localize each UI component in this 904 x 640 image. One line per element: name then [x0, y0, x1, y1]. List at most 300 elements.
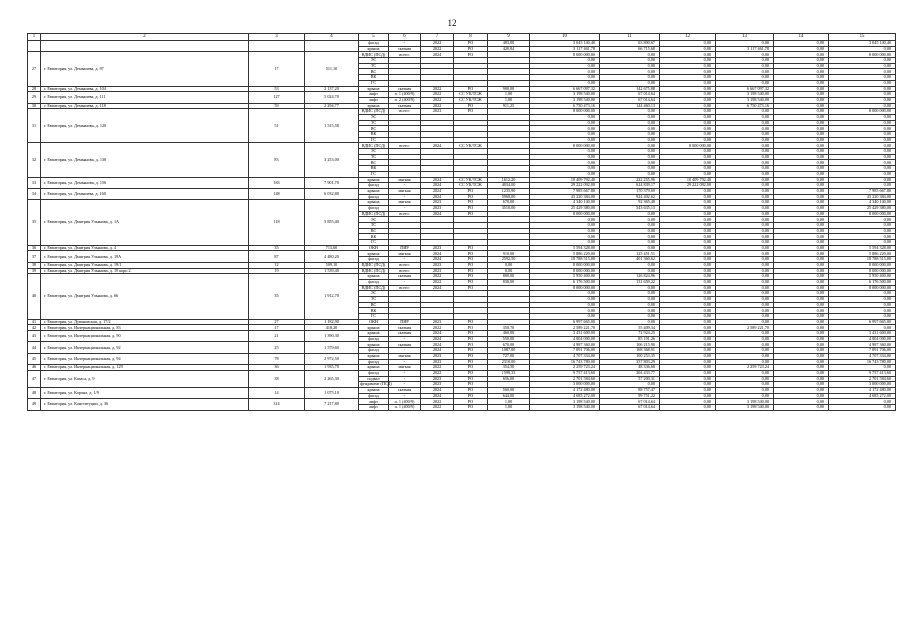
year-cell: 2022 — [421, 325, 454, 331]
cost-total-cell: 3 198 540,00 — [530, 405, 600, 411]
cost-per-unit-cell: 0,00 — [600, 217, 660, 223]
fund-operator-cell: 18 788 515,00 — [829, 257, 896, 263]
fund-operator-cell: 0,00 — [829, 114, 896, 120]
fund-region-cell: 0,00 — [716, 331, 774, 337]
fund-region-cell: 0,00 — [716, 291, 774, 297]
element-cell: фасад — [359, 41, 389, 47]
cost-total-cell: 43 220 384,00 — [530, 194, 600, 200]
apartments-count: 38 — [249, 370, 305, 387]
fund-municipal-cell: 0,00 — [774, 223, 829, 229]
cost-per-unit-cell: 357 803,29 — [600, 359, 660, 365]
row-number: 32 — [28, 143, 41, 177]
year-cell: 2024 — [421, 183, 454, 189]
volume-cell: 0,00 — [488, 262, 530, 268]
element-cell: ВК — [359, 75, 389, 81]
cost-per-unit-cell: 85 191,26 — [600, 336, 660, 342]
fund-owner-cell: 0,00 — [660, 200, 716, 206]
cost-total-cell: 3 431 600,00 — [530, 331, 600, 337]
house-area: 2 294,77 — [305, 103, 359, 109]
volume-cell: 0,00 — [488, 268, 530, 274]
apartments-count: 27 — [249, 319, 305, 325]
fund-region-cell: 0,00 — [716, 171, 774, 177]
fund-owner-cell: 0,00 — [660, 336, 716, 342]
cost-total-cell: 5 886 220,00 — [530, 251, 600, 257]
row-number: 34 — [28, 188, 41, 199]
column-number-12: 12 — [660, 34, 716, 41]
volume-cell: 800,00 — [488, 274, 530, 280]
element-cell: лифт — [359, 399, 389, 405]
volume-cell: 354,50 — [488, 365, 530, 371]
type-cell: скатная — [389, 274, 421, 280]
row-number: 30 — [28, 103, 41, 109]
house-area: 7 217,80 — [305, 399, 359, 410]
cost-total-cell: 0,00 — [530, 166, 600, 172]
fund-region-cell: 0,00 — [716, 58, 774, 64]
fund-operator-cell: 0,00 — [829, 308, 896, 314]
volume-cell: 560,00 — [488, 387, 530, 393]
cost-total-cell: 4 707 334,00 — [530, 353, 600, 359]
fund-owner-cell: 0,00 — [660, 257, 716, 263]
fund-region-cell: 0,00 — [716, 52, 774, 58]
fund-owner-cell: 0,00 — [660, 154, 716, 160]
house-address: г. Евпатория, ул. Дмитрия Ульянова, д. 19А — [41, 251, 249, 262]
element-cell: ВС — [359, 126, 389, 132]
column-number-9: 9 — [488, 34, 530, 41]
fund-region-cell: 0,00 — [716, 194, 774, 200]
fund-region-cell: 0,00 — [716, 41, 774, 47]
fund-municipal-cell: 0,00 — [774, 120, 829, 126]
fund-owner-cell: 0,00 — [660, 245, 716, 251]
fund-owner-cell: 0,00 — [660, 166, 716, 172]
fund-municipal-cell: 0,00 — [774, 205, 829, 211]
fund-operator-cell: 4 172 480,00 — [829, 387, 896, 393]
fund-municipal-cell: 0,00 — [774, 92, 829, 98]
volume-cell: 1,00 — [488, 399, 530, 405]
cost-total-cell: 3 000 000,00 — [530, 382, 600, 388]
fund-owner-cell: 0,00 — [660, 240, 716, 246]
fund-municipal-cell: 0,00 — [774, 251, 829, 257]
funding-source-cell: РО — [454, 103, 488, 109]
funding-source-cell: РО — [454, 285, 488, 291]
fund-region-cell: 0,00 — [716, 296, 774, 302]
fund-owner-cell: 0,00 — [660, 342, 716, 348]
element-cell: фасад — [359, 257, 389, 263]
fund-municipal-cell: 0,00 — [774, 302, 829, 308]
type-cell: п. 1 (400/9) — [389, 92, 421, 98]
fund-owner-cell: 0,00 — [660, 348, 716, 354]
element-cell: фасад — [359, 393, 389, 399]
fund-owner-cell: 0,00 — [660, 365, 716, 371]
fund-owner-cell: 0,00 — [660, 319, 716, 325]
house-area: 5 855,40 — [305, 200, 359, 246]
fund-operator-cell: 4 987 360,00 — [829, 342, 896, 348]
house-address: г. Евпатория, ул. Интернациональная, д. 129 — [41, 365, 249, 371]
type-cell: п. 1 (400/9) — [389, 399, 421, 405]
column-number-2: 2 — [41, 34, 249, 41]
fund-owner-cell: 0,00 — [660, 399, 716, 405]
fund-municipal-cell: 0,00 — [774, 331, 829, 337]
element-cell: крыша — [359, 353, 389, 359]
fund-region-cell: 0,00 — [716, 274, 774, 280]
fund-municipal-cell: 0,00 — [774, 359, 829, 365]
fund-owner-cell: 0,00 — [660, 80, 716, 86]
fund-operator-cell: 0,00 — [829, 92, 896, 98]
element-cell: ГС — [359, 240, 389, 246]
fund-owner-cell: 0,00 — [660, 160, 716, 166]
fund-owner-cell: 0,00 — [660, 63, 716, 69]
cost-per-unit-cell: 0,00 — [600, 240, 660, 246]
volume-cell: 670,00 — [488, 342, 530, 348]
fund-owner-cell: 0,00 — [660, 137, 716, 143]
cost-total-cell: 0,00 — [530, 217, 600, 223]
house-address: г. Евпатория, ул. Дмитрия Ульянова, д. 19/1 — [41, 262, 249, 268]
fund-owner-cell: 0,00 — [660, 188, 716, 194]
year-cell: 2023 — [421, 268, 454, 274]
cost-total-cell: 0,00 — [530, 228, 600, 234]
fund-municipal-cell: 0,00 — [774, 217, 829, 223]
year-cell: 2023 — [421, 245, 454, 251]
funding-source-cell: РО — [454, 376, 488, 382]
fund-operator-cell: 0,00 — [829, 171, 896, 177]
element-cell: лифт — [359, 97, 389, 103]
fund-region-cell: 3 198 540,00 — [716, 405, 774, 411]
volume-cell: 1235,90 — [488, 188, 530, 194]
fund-operator-cell: 8 000 000,00 — [829, 262, 896, 268]
element-cell: ВС — [359, 228, 389, 234]
type-cell: всего: — [389, 52, 421, 58]
year-cell: 2022 — [421, 405, 454, 411]
element-cell: ГС — [359, 80, 389, 86]
cost-total-cell: 3 198 540,00 — [530, 92, 600, 98]
fund-municipal-cell: 0,00 — [774, 132, 829, 138]
fund-region-cell: 0,00 — [716, 154, 774, 160]
year-cell: 2024 — [421, 251, 454, 257]
house-address: г. Евпатория, ул. Корона, д. 1/9 — [41, 387, 249, 398]
cost-total-cell: 0,00 — [530, 302, 600, 308]
cost-total-cell: 3 198 540,00 — [530, 399, 600, 405]
column-number-14: 14 — [774, 34, 829, 41]
element-cell: крыша — [359, 86, 389, 92]
cost-per-unit-cell: 0,00 — [600, 262, 660, 268]
apartments-count: 78 — [249, 353, 305, 364]
element-cell: фундамент (ПСД) — [360, 381, 392, 387]
house-address: г. Евпатория, ул. Демьяновa, д. 130 — [41, 143, 249, 177]
fund-owner-cell: 0,00 — [660, 382, 716, 388]
fund-region-cell: 0,00 — [716, 234, 774, 240]
fund-region-cell: 3 117 461,78 — [716, 46, 774, 52]
fund-operator-cell: 0,00 — [829, 69, 896, 75]
fund-owner-cell: 10 409 792,40 — [660, 177, 716, 183]
fund-owner-cell: 0,00 — [660, 52, 716, 58]
column-number-4: 4 — [305, 34, 359, 41]
fund-region-cell: 0,00 — [716, 228, 774, 234]
house-address: г. Евпатория, ул. Дмитрия Ульянова, д. 66 — [41, 274, 249, 320]
type-cell: мягкая — [389, 188, 421, 194]
cost-total-cell: 0,00 — [530, 308, 600, 314]
fund-operator-cell: 5 950 400,00 — [829, 274, 896, 280]
cost-total-cell: 8 000 000,00 — [530, 262, 600, 268]
cost-per-unit-cell: 144 460,13 — [600, 103, 660, 109]
fund-municipal-cell: 0,00 — [774, 376, 829, 382]
element-cell: ОКН — [359, 245, 389, 251]
fund-owner-cell: 0,00 — [660, 285, 716, 291]
element-cell: ВДИС (ПСД) — [359, 268, 389, 274]
element-cell: ТС — [359, 120, 389, 126]
fund-operator-cell: 0,00 — [829, 137, 896, 143]
fund-region-cell: 0,00 — [716, 387, 774, 393]
year-cell: 2023 — [421, 205, 454, 211]
funding-source-cell: РО — [454, 46, 488, 52]
house-area: 1 182,90 — [305, 319, 359, 325]
column-number-13: 13 — [716, 34, 774, 41]
house-address: г. Евпатория, ул. Демышева, д. 97 — [41, 52, 249, 86]
volume-cell: 420,84 — [488, 46, 530, 52]
fund-operator-cell: 0,00 — [829, 325, 896, 331]
row-number: 39 — [28, 268, 41, 274]
fund-municipal-cell: 0,00 — [774, 314, 829, 320]
fund-municipal-cell: 0,00 — [774, 325, 829, 331]
cost-per-unit-cell: 0,00 — [600, 268, 660, 274]
cost-per-unit-cell: 624 839,17 — [600, 183, 660, 189]
cost-total-cell: 6 750 473,16 — [530, 103, 600, 109]
cost-per-unit-cell: 0,00 — [600, 308, 660, 314]
fund-owner-cell: 0,00 — [660, 228, 716, 234]
house-address: г. Евпатория, ул. Демьяновa, д. 120 — [41, 109, 249, 143]
cost-total-cell: 8 000 000,00 — [530, 268, 600, 274]
fund-municipal-cell: 0,00 — [774, 285, 829, 291]
fund-owner-cell: 0,00 — [660, 126, 716, 132]
year-cell: 2024 — [421, 177, 454, 183]
fund-operator-cell: 3 045 140,40 — [829, 41, 896, 47]
fund-region-cell: 6 667 097,32 — [716, 86, 774, 92]
type-cell: всего: — [389, 109, 421, 115]
volume-cell: 830,00 — [488, 279, 530, 285]
fund-operator-cell: 2 701 584,60 — [829, 376, 896, 382]
column-number-8: 8 — [454, 34, 488, 41]
fund-owner-cell: 0,00 — [660, 132, 716, 138]
house-address — [41, 41, 249, 52]
capital-repair-table-container — [27, 33, 895, 411]
house-area — [305, 41, 359, 52]
cost-total-cell: 0,00 — [530, 126, 600, 132]
fund-municipal-cell: 0,00 — [774, 52, 829, 58]
fund-operator-cell: 0,00 — [829, 103, 896, 109]
fund-operator-cell: 0,00 — [829, 399, 896, 405]
fund-region-cell: 0,00 — [716, 370, 774, 376]
fund-operator-cell: 0,00 — [829, 149, 896, 155]
cost-per-unit-cell: 0,00 — [600, 382, 660, 388]
element-cell: фасад — [359, 183, 389, 189]
year-cell: 2024 — [421, 342, 454, 348]
year-cell: 2024 — [421, 211, 454, 217]
element-cell: крыша — [359, 188, 389, 194]
funding-source-cell: РО — [454, 382, 488, 388]
funding-source-cell: РО — [454, 365, 488, 371]
fund-operator-cell: 7 985 667,80 — [829, 188, 896, 194]
fund-owner-cell: 0,00 — [660, 331, 716, 337]
house-area: 7 901,70 — [305, 177, 359, 188]
fund-operator-cell: 8 000 000,00 — [829, 52, 896, 58]
fund-owner-cell: 0,00 — [660, 302, 716, 308]
fund-region-cell: 0,00 — [716, 314, 774, 320]
row-number: 35 — [28, 200, 41, 246]
cost-per-unit-cell: 168 368,91 — [600, 348, 660, 354]
volume-cell: 1,00 — [488, 97, 530, 103]
cost-total-cell: 25 429 380,00 — [530, 205, 600, 211]
fund-region-cell: 0,00 — [716, 257, 774, 263]
element-cell: крыша — [359, 177, 389, 183]
fund-region-cell: 0,00 — [716, 166, 774, 172]
type-cell: всего: — [389, 211, 421, 217]
fund-municipal-cell: 0,00 — [774, 228, 829, 234]
fund-municipal-cell: 0,00 — [774, 382, 829, 388]
type-cell: - — [389, 376, 421, 382]
cost-total-cell: 7 891 706,00 — [530, 348, 600, 354]
house-area: 418,20 — [305, 325, 359, 331]
cost-per-unit-cell: 0,00 — [600, 166, 660, 172]
fund-region-cell: 0,00 — [716, 262, 774, 268]
apartments-count — [249, 41, 305, 52]
fund-operator-cell: 0,00 — [829, 234, 896, 240]
type-cell: скатная — [389, 342, 421, 348]
fund-operator-cell: 0,00 — [829, 302, 896, 308]
cost-per-unit-cell: 924 402,62 — [600, 194, 660, 200]
fund-region-cell: 0,00 — [716, 75, 774, 81]
cost-total-cell: 16 743 780,00 — [530, 359, 600, 365]
cost-total-cell: 8 000 000,00 — [530, 52, 600, 58]
row-number: 28 — [28, 86, 41, 92]
cost-per-unit-cell: 0,00 — [600, 234, 660, 240]
fund-owner-cell: 0,00 — [660, 109, 716, 115]
cost-total-cell: 9 757 413,60 — [530, 370, 600, 376]
cost-total-cell: 6 176 500,00 — [530, 279, 600, 285]
fund-operator-cell: 0,00 — [829, 80, 896, 86]
element-cell: ВДИС (ПСД) — [359, 143, 389, 149]
cost-per-unit-cell: 0,00 — [600, 80, 660, 86]
fund-owner-cell: 0,00 — [660, 370, 716, 376]
row-number: 42 — [28, 325, 41, 331]
house-area: 509,10 — [305, 262, 359, 268]
cost-per-unit-cell: 0,00 — [600, 160, 660, 166]
funding-source-cell: РО — [454, 262, 488, 268]
fund-region-cell: 0,00 — [716, 393, 774, 399]
element-cell: фасад — [359, 205, 389, 211]
cost-per-unit-cell: 0,00 — [600, 245, 660, 251]
fund-owner-cell: 0,00 — [660, 353, 716, 359]
apartments-count: 118 — [249, 200, 305, 246]
type-cell: - — [389, 205, 421, 211]
cost-per-unit-cell: 0,00 — [600, 228, 660, 234]
fund-region-cell: 2 259 723,24 — [716, 365, 774, 371]
cost-total-cell: 4 004 000,00 — [530, 336, 600, 342]
apartments-count: 51 — [249, 109, 305, 143]
fund-operator-cell: 5 886 220,00 — [829, 251, 896, 257]
house-address: г. Евпатория, ул. Дмитрия Ульянова, д. 19 корп 2 — [41, 268, 249, 274]
fund-municipal-cell: 0,00 — [774, 103, 829, 109]
fund-operator-cell: 0,00 — [829, 126, 896, 132]
apartments-count: 21 — [249, 331, 305, 342]
house-area: 4 480,20 — [305, 251, 359, 262]
fund-owner-cell: 0,00 — [660, 75, 716, 81]
row-number: 44 — [28, 342, 41, 353]
fund-municipal-cell: 0,00 — [774, 63, 829, 69]
cost-per-unit-cell: 0,00 — [600, 285, 660, 291]
element-cell: ВДИС (ПСД) — [359, 262, 389, 268]
apartments-count: 12 — [249, 262, 305, 268]
year-cell: 2022 — [421, 370, 454, 376]
fund-region-cell: 0,00 — [716, 319, 774, 325]
cost-per-unit-cell: 63 800,67 — [600, 41, 660, 47]
house-address: г. Евпатория, ул. Интернациональная, д. 90 — [41, 331, 249, 342]
fund-owner-cell: 0,00 — [660, 120, 716, 126]
year-cell: 2023 — [421, 262, 454, 268]
row-number: 33 — [28, 177, 41, 188]
column-number-6: 6 — [389, 34, 421, 41]
cost-total-cell: 0,00 — [530, 240, 600, 246]
funding-source-cell: РО — [454, 86, 488, 92]
type-cell: - — [389, 382, 421, 388]
apartments-count: 59 — [249, 103, 305, 109]
row-number: 29 — [28, 92, 41, 103]
fund-operator-cell: 6 176 500,00 — [829, 279, 896, 285]
apartments-count: 83 — [249, 143, 305, 177]
year-cell: 2024 — [421, 257, 454, 263]
fund-operator-cell: 0,00 — [829, 177, 896, 183]
element-cell: крыша — [359, 331, 389, 337]
fund-region-cell: 0,00 — [716, 149, 774, 155]
fund-region-cell: 0,00 — [716, 205, 774, 211]
funding-source-cell: РО — [454, 387, 488, 393]
fund-operator-cell: 5 594 328,00 — [829, 245, 896, 251]
row-number: 38 — [28, 262, 41, 268]
cost-total-cell: 0,00 — [530, 114, 600, 120]
volume-cell: 5968,00 — [488, 194, 530, 200]
cost-per-unit-cell: 100 253,35 — [600, 353, 660, 359]
house-address: г. Евпатория, ул. Интернациональная, д. 94 — [41, 353, 249, 364]
apartments-count: 19 — [249, 268, 305, 274]
fund-region-cell: 0,00 — [716, 126, 774, 132]
fund-operator-cell: 0,00 — [829, 75, 896, 81]
cost-per-unit-cell: 0,00 — [600, 319, 660, 325]
fund-owner-cell: 0,00 — [660, 69, 716, 75]
fund-region-cell: 0,00 — [716, 200, 774, 206]
year-cell: 2023 — [421, 200, 454, 206]
cost-per-unit-cell: 0,00 — [600, 154, 660, 160]
fund-municipal-cell: 0,00 — [774, 257, 829, 263]
year-cell: 2024 — [421, 143, 454, 149]
cost-total-cell: 18 788 515,00 — [530, 257, 600, 263]
cost-per-unit-cell: 0,00 — [600, 126, 660, 132]
cost-per-unit-cell: 125 451,51 — [600, 251, 660, 257]
capital-repair-table — [27, 33, 896, 411]
fund-region-cell: 0,00 — [716, 279, 774, 285]
type-cell: ПИР — [389, 245, 421, 251]
fund-municipal-cell: 0,00 — [774, 188, 829, 194]
row-number: 37 — [28, 251, 41, 262]
type-cell: скатная — [389, 325, 421, 331]
fund-municipal-cell: 0,00 — [774, 353, 829, 359]
fund-region-cell: 6 750 473,16 — [716, 103, 774, 109]
funding-source-cell: СС УК/ТСЖ — [454, 183, 488, 189]
element-cell: ВК — [359, 132, 389, 138]
fund-region-cell: 0,00 — [716, 188, 774, 194]
funding-source-cell: РО — [454, 200, 488, 206]
fund-operator-cell: 8 000 000,00 — [829, 285, 896, 291]
fund-region-cell: 0,00 — [716, 240, 774, 246]
fund-region-cell: 0,00 — [716, 359, 774, 365]
year-cell: 2022 — [421, 274, 454, 280]
type-cell: - — [389, 279, 421, 285]
